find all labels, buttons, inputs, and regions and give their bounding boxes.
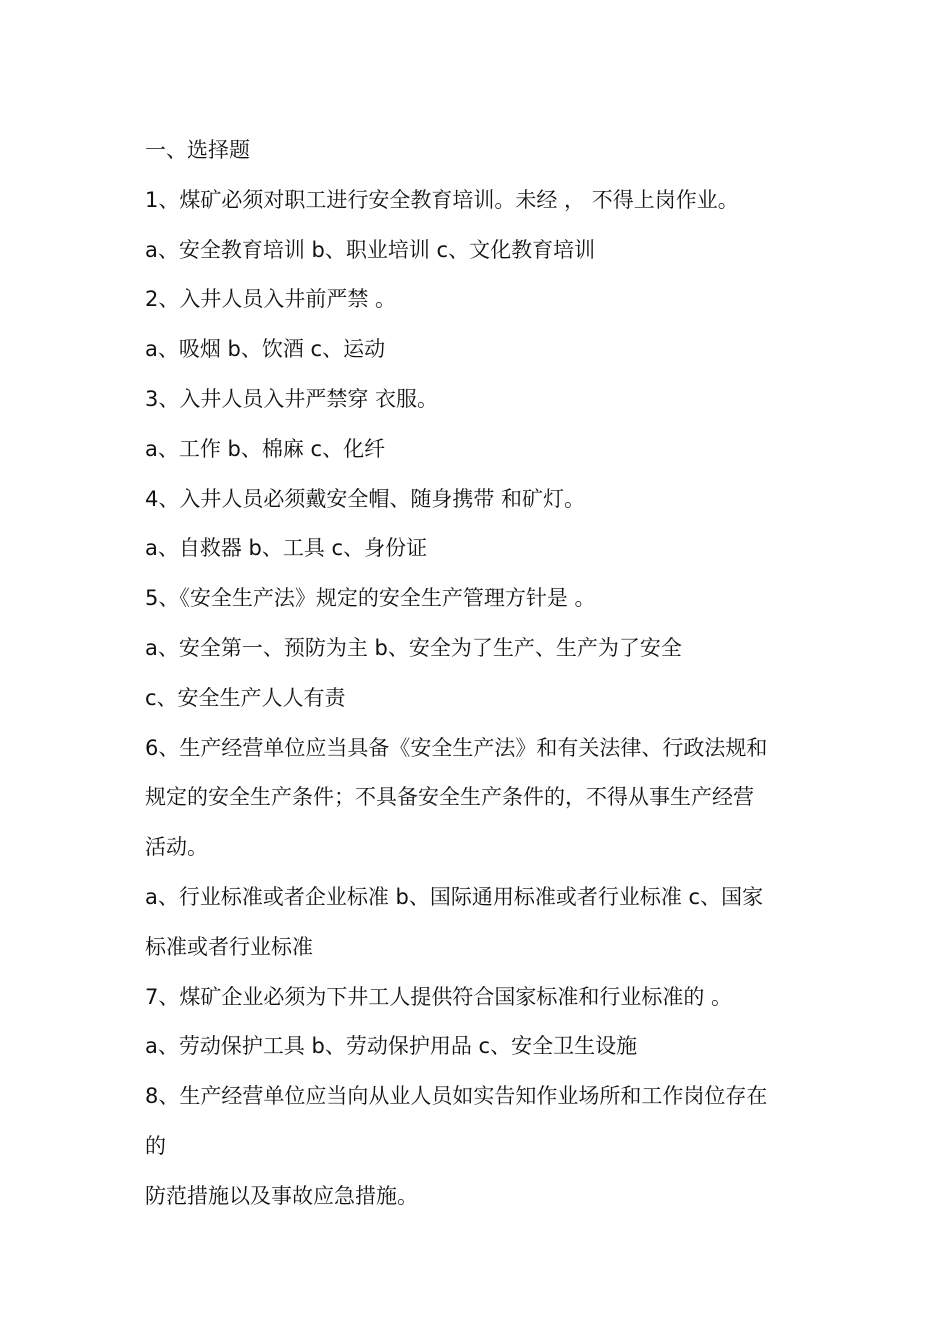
question-7-options: a、劳动保护工具 b、劳动保护用品 c、安全卫生设施 (145, 1034, 638, 1059)
question-5: 5、《安全生产法》规定的安全生产管理方针是 。 (145, 586, 596, 611)
question-6: 6、生产经营单位应当具备《安全生产法》和有关法律、行政法规和 (145, 735, 768, 760)
question-3: 3、入井人员入井严禁穿 衣服。 (145, 386, 439, 411)
question-6-options: a、行业标准或者企业标准 b、国际通用标准或者行业标准 c、国家 (145, 884, 764, 909)
question-3-options: a、工作 b、棉麻 c、化纤 (145, 436, 386, 461)
question-8: 8、生产经营单位应当向从业人员如实告知作业场所和工作岗位存在 (145, 1084, 768, 1109)
question-1: 1、煤矿必须对职工进行安全教育培训。未经 ， 不得上岗作业。 (145, 187, 739, 212)
question-1-options: a、安全教育培训 b、职业培训 c、文化教育培训 (145, 237, 596, 262)
question-7: 7、煤矿企业必须为下井工人提供符合国家标准和行业标准的 。 (145, 984, 733, 1009)
question-2-options: a、吸烟 b、饮酒 c、运动 (145, 337, 386, 362)
question-5-options: a、安全第一、预防为主 b、安全为了生产、生产为了安全 (145, 635, 682, 660)
question-4-options: a、自救器 b、工具 c、身份证 (145, 536, 428, 561)
question-8-cont: 的 (145, 1133, 166, 1158)
question-5-options-cont: c、安全生产人人有责 (145, 685, 346, 710)
question-6-cont: 规定的安全生产条件；不具备安全生产条件的，不得从事生产经营 (145, 785, 754, 810)
question-2: 2、入井人员入井前严禁 。 (145, 287, 397, 312)
question-6-options-cont: 标准或者行业标准 (145, 934, 313, 959)
question-4: 4、入井人员必须戴安全帽、随身携带 和矿灯。 (145, 486, 586, 511)
document-body (145, 126, 815, 1222)
section-heading: 一、选择题 (145, 138, 250, 162)
question-6-cont-2: 活动。 (145, 835, 208, 860)
question-8-cont-2: 防范措施以及事故应急措施。 (145, 1183, 418, 1208)
